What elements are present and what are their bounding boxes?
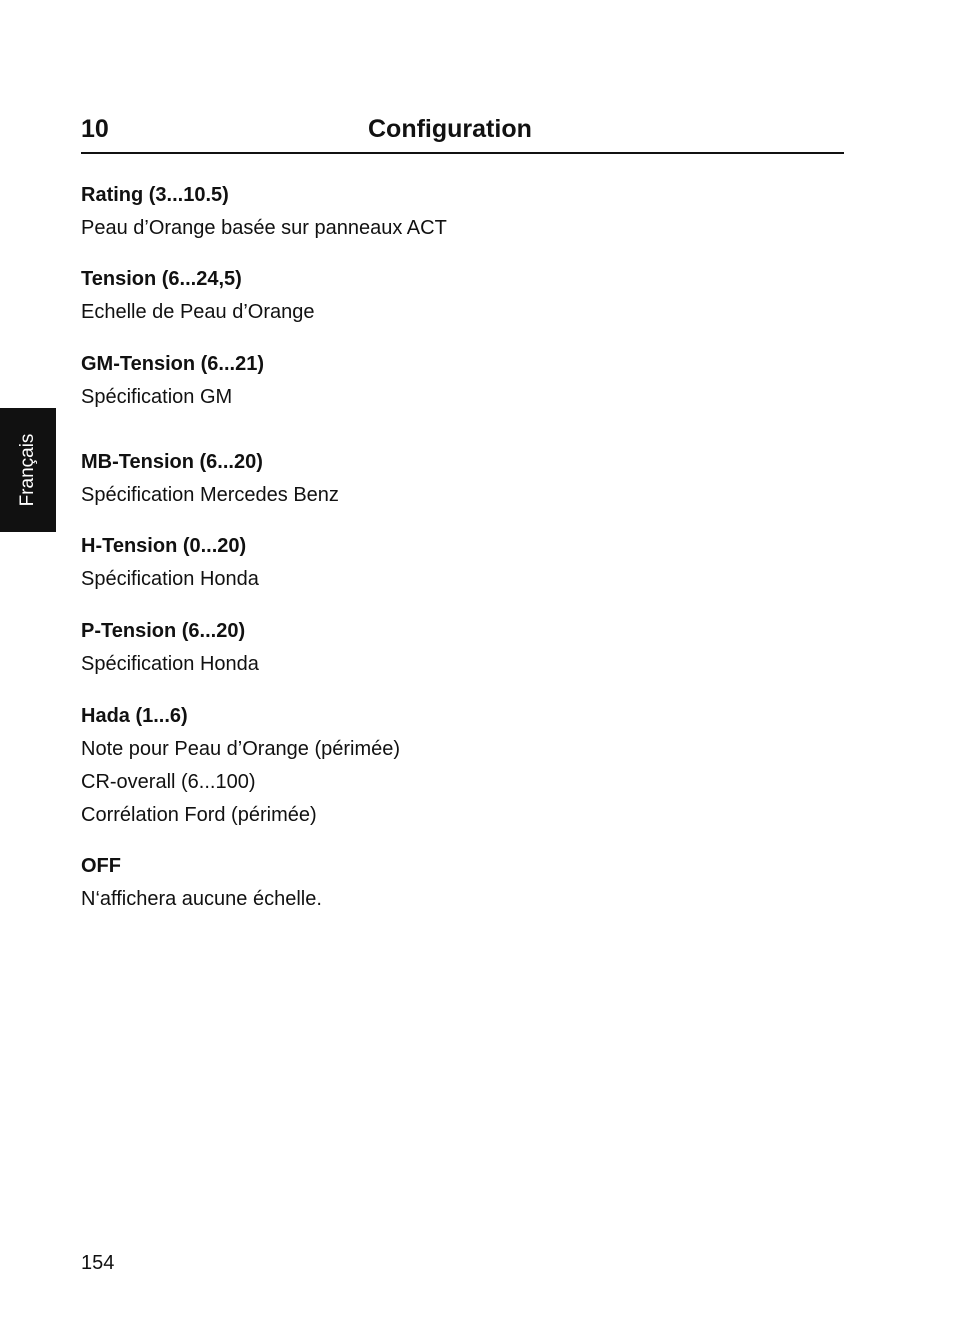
entry-heading: Rating (3...10.5) <box>81 184 229 206</box>
entry-heading: MB-Tension (6...20) <box>81 451 263 473</box>
entry-heading: P-Tension (6...20) <box>81 620 246 642</box>
entry-hada <box>81 700 841 832</box>
entry-description: Note pour Peau d’Orange (périmée) <box>81 738 401 760</box>
entry-description: N‘affichera aucune échelle. <box>81 888 322 910</box>
entry-heading: OFF <box>81 855 121 877</box>
entry-heading: Tension (6...24,5) <box>81 268 242 290</box>
entry-description: Spécification GM <box>81 386 233 408</box>
chapter-header <box>81 112 844 154</box>
entry-rating <box>81 179 841 245</box>
entry-description: Corrélation Ford (périmée) <box>81 804 317 826</box>
page-number: 154 <box>81 1252 115 1274</box>
entry-description: Spécification Honda <box>81 568 259 590</box>
entry-heading: H-Tension (0...20) <box>81 535 247 557</box>
entry-description: CR-overall (6...100) <box>81 771 256 793</box>
entry-description: Peau d’Orange basée sur panneaux ACT <box>81 217 447 239</box>
chapter-number: 10 <box>81 115 109 143</box>
entry-description: Spécification Mercedes Benz <box>81 484 339 506</box>
entry-p-tension <box>81 615 841 681</box>
entry-description: Echelle de Peau d’Orange <box>81 301 315 323</box>
entry-heading: Hada (1...6) <box>81 705 188 727</box>
language-tab <box>0 408 56 532</box>
entry-mb-tension <box>81 446 841 512</box>
chapter-title: Configuration <box>368 115 532 143</box>
language-tab-label: Français <box>17 433 38 507</box>
entry-description: Spécification Honda <box>81 653 259 675</box>
entry-h-tension <box>81 530 841 596</box>
entry-off <box>81 850 841 916</box>
entry-heading: GM-Tension (6...21) <box>81 353 264 375</box>
entry-tension <box>81 263 841 329</box>
entry-gm-tension <box>81 348 841 414</box>
